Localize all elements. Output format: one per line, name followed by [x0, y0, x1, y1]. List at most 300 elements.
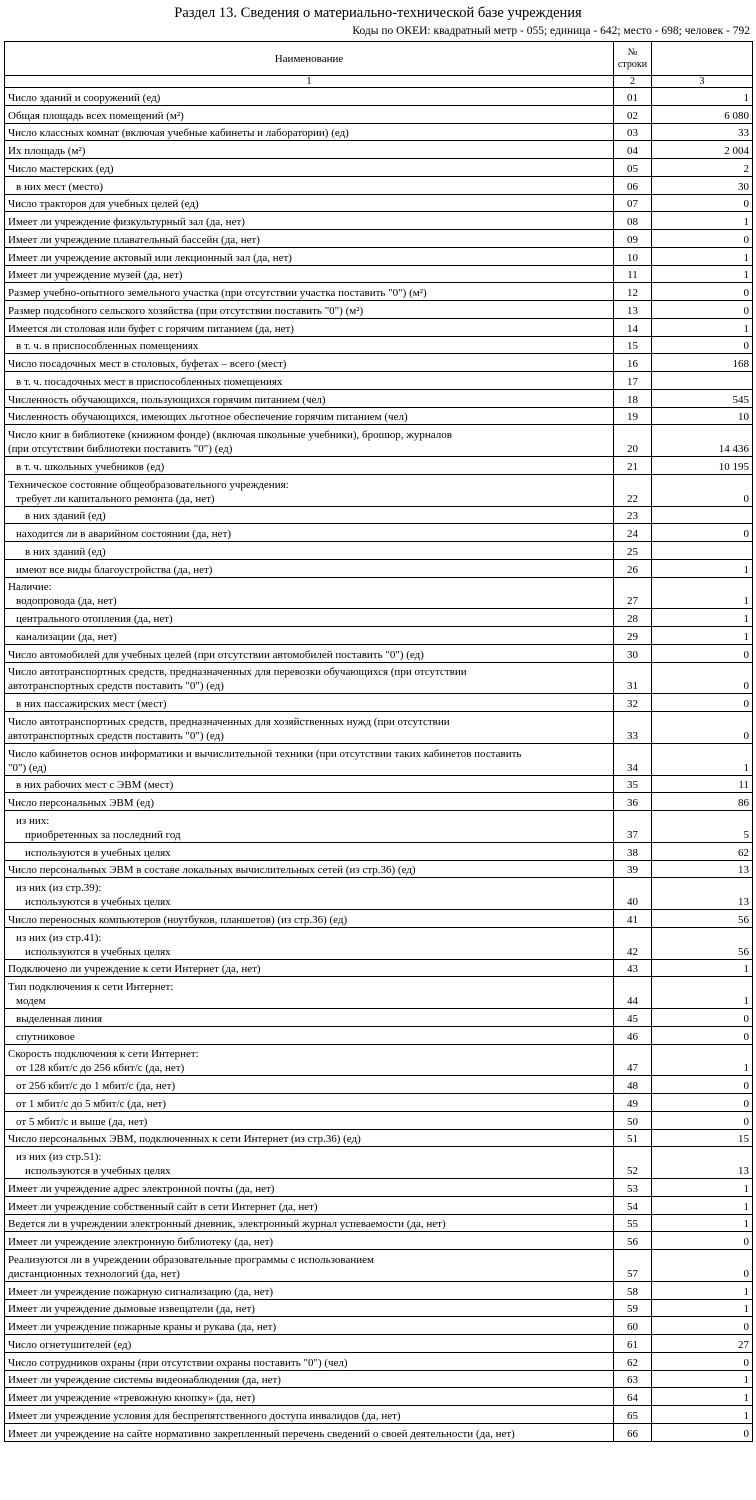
row-value: 27 [652, 1335, 753, 1353]
row-name [5, 860, 614, 878]
row-value: 1 [652, 247, 753, 265]
table-row [5, 1317, 753, 1335]
row-name [5, 1044, 614, 1076]
row-name [5, 506, 614, 524]
row-name-line: Имеет ли учреждение актовый или лекционный зал (да, нет) [8, 251, 292, 264]
row-name [5, 927, 614, 959]
row-value: 0 [652, 1250, 753, 1282]
row-name-line: в т. ч. в приспособленных помещениях [16, 340, 199, 353]
row-name [5, 212, 614, 230]
header-name: Наименование [5, 42, 614, 76]
row-value: 0 [652, 194, 753, 212]
row-line-number: 57 [614, 1250, 652, 1282]
row-name-line: в них рабочих мест с ЭВМ (мест) [16, 779, 174, 792]
row-line-number: 18 [614, 389, 652, 407]
row-name-line: Численность обучающихся, пользующихся горячим питанием (чел) [8, 393, 326, 406]
table-row [5, 265, 753, 283]
table-row [5, 644, 753, 662]
row-name-line: Имеет ли учреждение «тревожную кнопку» (да, нет) [8, 1392, 256, 1404]
table-row [5, 542, 753, 560]
row-name-line: Имеет ли учреждение физкультурный зал (да, нет) [8, 216, 245, 228]
row-name-line: Число посадочных мест в столовых, буфетах – всего (мест) [8, 358, 287, 370]
row-value: 0 [652, 283, 753, 301]
row-name-line: находится ли в аварийном состоянии (да, нет) [16, 528, 232, 540]
row-name-line: Имеет ли учреждение музей (да, нет) [8, 269, 183, 282]
row-name-line: центрального отопления (да, нет) [16, 613, 173, 625]
row-name-line: Число переносных компьютеров (ноутбуков, планшетов) (из стр.36) (ед) [8, 913, 348, 926]
row-value: 0 [652, 662, 753, 694]
table-row [5, 425, 753, 457]
row-name-line: Размер учебно-опытного земельного участка (при отсутствии участка поставить "0") (м²) [8, 287, 427, 299]
row-name-line: используются в учебных целях [25, 846, 171, 859]
row-name-line: канализации (да, нет) [16, 630, 117, 643]
row-name-line: Число персональных ЭВМ, подключенных к сети Интернет (из стр.36) (ед) [8, 1133, 361, 1146]
table-row [5, 1111, 753, 1129]
row-name [5, 1352, 614, 1370]
row-value: 0 [652, 301, 753, 319]
row-name-line: Скорость подключения к сети Интернет: [8, 1048, 199, 1061]
table-row [5, 88, 753, 106]
row-name-line: Имеется ли столовая или буфет с горячим питанием (да, нет) [8, 322, 294, 335]
row-name [5, 88, 614, 106]
row-line-number: 28 [614, 609, 652, 627]
row-line-number: 37 [614, 811, 652, 843]
table-row [5, 1076, 753, 1094]
table-row [5, 301, 753, 319]
row-name-line: в т. ч. посадочных мест в приспособленных помещениях [16, 375, 283, 388]
row-line-number: 33 [614, 712, 652, 744]
row-value: 0 [652, 474, 753, 506]
table-row [5, 662, 753, 694]
row-line-number: 47 [614, 1044, 652, 1076]
row-value: 0 [652, 336, 753, 354]
table-row [5, 878, 753, 910]
row-name [5, 644, 614, 662]
row-name [5, 559, 614, 577]
row-name [5, 1406, 614, 1424]
table-row [5, 506, 753, 524]
row-name-line: Имеет ли учреждение плавательный бассейн (да, нет) [8, 233, 260, 246]
row-name [5, 389, 614, 407]
row-line-number: 21 [614, 457, 652, 475]
row-name-line: от 128 кбит/с до 256 кбит/с (да, нет) [16, 1062, 185, 1075]
row-line-number: 55 [614, 1214, 652, 1232]
row-value: 15 [652, 1129, 753, 1147]
row-value: 0 [652, 1094, 753, 1112]
row-name [5, 811, 614, 843]
table-row [5, 1352, 753, 1370]
table-row [5, 1214, 753, 1232]
row-name-line: требует ли капитального ремонта (да, нет) [16, 492, 215, 505]
row-name [5, 775, 614, 793]
row-line-number: 54 [614, 1196, 652, 1214]
row-value: 545 [652, 389, 753, 407]
row-value: 2 004 [652, 141, 753, 159]
table-row [5, 212, 753, 230]
row-value: 0 [652, 1009, 753, 1027]
row-name-line: Имеет ли учреждение электронную библиотеку (да, нет) [8, 1236, 274, 1248]
row-line-number: 64 [614, 1388, 652, 1406]
row-line-number: 52 [614, 1147, 652, 1179]
row-name [5, 977, 614, 1009]
row-name-line: Число сотрудников охраны (при отсутствии охраны поставить "0") (чел) [8, 1356, 348, 1369]
col-index-1: 1 [5, 76, 614, 88]
row-name [5, 354, 614, 372]
header-line-no: № строки [614, 42, 652, 76]
row-name-line: Имеет ли учреждение условия для беспрепятственного доступа инвалидов (да, нет) [8, 1409, 401, 1422]
row-name-line: Размер подсобного сельского хозяйства (при отсутствии поставить "0") (м²) [8, 304, 364, 317]
row-line-number: 31 [614, 662, 652, 694]
row-value: 1 [652, 1388, 753, 1406]
row-name-line: Число автотранспортных средств, предназначенных для перевозки обучающихся (при отсутствии [8, 666, 467, 679]
row-name [5, 1009, 614, 1027]
row-name [5, 230, 614, 248]
row-value: 6 080 [652, 105, 753, 123]
table-row [5, 407, 753, 425]
table-body [5, 42, 753, 1442]
row-line-number: 48 [614, 1076, 652, 1094]
row-line-number: 41 [614, 910, 652, 928]
table-row [5, 1335, 753, 1353]
row-value: 1 [652, 1196, 753, 1214]
table-row [5, 1232, 753, 1250]
table-row [5, 1179, 753, 1197]
row-value: 13 [652, 878, 753, 910]
table-row [5, 927, 753, 959]
row-value: 1 [652, 1179, 753, 1197]
row-value: 62 [652, 842, 753, 860]
row-name-line: от 256 кбит/с до 1 мбит/с (да, нет) [16, 1080, 176, 1092]
table-row [5, 1299, 753, 1317]
header-value [652, 42, 753, 76]
row-name-line: Наличие: [8, 581, 52, 594]
row-name [5, 1299, 614, 1317]
row-value: 1 [652, 1370, 753, 1388]
row-value: 1 [652, 1281, 753, 1299]
row-name [5, 407, 614, 425]
row-name-line: Число книг в библиотеке (книжном фонде) (включая школьные учебники), брошюр, журналов [8, 429, 452, 441]
row-value: 11 [652, 775, 753, 793]
row-line-number: 42 [614, 927, 652, 959]
row-value: 0 [652, 644, 753, 662]
table-row [5, 1147, 753, 1179]
row-name [5, 1094, 614, 1112]
row-name-line: имеют все виды благоустройства (да, нет) [16, 563, 213, 576]
row-name-line: Имеет ли учреждение пожарную сигнализацию (да, нет) [8, 1285, 274, 1298]
row-name-line: Число автотранспортных средств, предназначенных для хозяйственных нужд (при отсутствии [8, 715, 450, 728]
table-row [5, 389, 753, 407]
row-name-line: водопровода (да, нет) [16, 595, 117, 608]
row-line-number: 40 [614, 878, 652, 910]
row-value [652, 372, 753, 390]
row-line-number: 58 [614, 1281, 652, 1299]
row-line-number: 30 [614, 644, 652, 662]
table-row [5, 1026, 753, 1044]
row-line-number: 06 [614, 176, 652, 194]
table-row [5, 123, 753, 141]
row-name-line: модем [16, 995, 46, 1007]
row-value [652, 542, 753, 560]
row-line-number: 02 [614, 105, 652, 123]
row-name [5, 1214, 614, 1232]
row-name-line: Число мастерских (ед) [8, 162, 114, 175]
row-name-line: Общая площадь всех помещений (м²) [8, 109, 184, 122]
row-line-number: 49 [614, 1094, 652, 1112]
row-name-line: Имеет ли учреждение системы видеонаблюдения (да, нет) [8, 1374, 281, 1387]
row-name [5, 743, 614, 775]
row-name-line: Имеет ли учреждение на сайте нормативно закрепленный перечень сведений о своей деятельности (да, нет) [8, 1427, 515, 1440]
row-line-number: 39 [614, 860, 652, 878]
row-value: 0 [652, 712, 753, 744]
row-name-line: из них (из стр.41): [16, 931, 102, 944]
row-name [5, 194, 614, 212]
row-name [5, 577, 614, 609]
row-line-number: 50 [614, 1111, 652, 1129]
table-row [5, 712, 753, 744]
row-name [5, 1317, 614, 1335]
table-row [5, 1094, 753, 1112]
row-name [5, 247, 614, 265]
row-value: 13 [652, 1147, 753, 1179]
table-row [5, 1423, 753, 1441]
table-row [5, 230, 753, 248]
row-name-line: из них: [16, 814, 50, 827]
row-name-line: из них (из стр.39): [16, 882, 102, 894]
table-row [5, 372, 753, 390]
row-name [5, 1232, 614, 1250]
row-line-number: 43 [614, 959, 652, 977]
row-name [5, 878, 614, 910]
table-row [5, 354, 753, 372]
table-row [5, 577, 753, 609]
row-name-line: в них зданий (ед) [25, 545, 106, 558]
row-name [5, 1076, 614, 1094]
table-row [5, 743, 753, 775]
table-row [5, 860, 753, 878]
row-line-number: 11 [614, 265, 652, 283]
row-value: 30 [652, 176, 753, 194]
row-line-number: 20 [614, 425, 652, 457]
row-line-number: 35 [614, 775, 652, 793]
row-value: 0 [652, 1026, 753, 1044]
row-name [5, 1335, 614, 1353]
row-name [5, 1026, 614, 1044]
row-name [5, 1196, 614, 1214]
row-line-number: 32 [614, 694, 652, 712]
row-line-number: 24 [614, 524, 652, 542]
row-name [5, 301, 614, 319]
row-name [5, 123, 614, 141]
row-value: 0 [652, 1317, 753, 1335]
row-name [5, 372, 614, 390]
row-line-number: 07 [614, 194, 652, 212]
table-row [5, 1009, 753, 1027]
row-value: 2 [652, 159, 753, 177]
table-row [5, 1281, 753, 1299]
table-row [5, 811, 753, 843]
row-value: 10 195 [652, 457, 753, 475]
row-value: 0 [652, 1076, 753, 1094]
row-value: 0 [652, 694, 753, 712]
row-value: 0 [652, 1111, 753, 1129]
row-line-number: 66 [614, 1423, 652, 1441]
row-value: 1 [652, 559, 753, 577]
row-value: 1 [652, 609, 753, 627]
row-name-line: в них пассажирских мест (мест) [16, 698, 167, 710]
row-line-number: 04 [614, 141, 652, 159]
row-name [5, 842, 614, 860]
row-value: 1 [652, 1406, 753, 1424]
row-name-line: Численность обучающихся, имеющих льготное обеспечение горячим питанием (чел) [8, 411, 408, 424]
row-line-number: 23 [614, 506, 652, 524]
row-name-line: Число персональных ЭВМ (ед) [8, 797, 154, 809]
row-line-number: 46 [614, 1026, 652, 1044]
row-name-line: в них зданий (ед) [25, 510, 106, 523]
row-name-line: в них мест (место) [16, 180, 104, 193]
row-line-number: 36 [614, 793, 652, 811]
row-value: 1 [652, 265, 753, 283]
row-line-number: 16 [614, 354, 652, 372]
row-line-number: 38 [614, 842, 652, 860]
row-name [5, 425, 614, 457]
row-value: 0 [652, 524, 753, 542]
row-name-line: Число кабинетов основ информатики и вычислительной техники (при отсутствии таких кабинетов поставить [8, 747, 522, 760]
row-name [5, 910, 614, 928]
row-line-number: 01 [614, 88, 652, 106]
row-value: 13 [652, 860, 753, 878]
row-value: 14 436 [652, 425, 753, 457]
row-name [5, 627, 614, 645]
table-row [5, 283, 753, 301]
row-line-number: 61 [614, 1335, 652, 1353]
row-value: 56 [652, 927, 753, 959]
col-index-2: 2 [614, 76, 652, 88]
table-row [5, 977, 753, 1009]
row-name-line: используются в учебных целях [25, 1165, 171, 1177]
row-name [5, 1129, 614, 1147]
col-index-3: 3 [652, 76, 753, 88]
row-name-line: Их площадь (м²) [8, 145, 86, 157]
row-line-number: 25 [614, 542, 652, 560]
table-row [5, 793, 753, 811]
row-name-line: Тип подключения к сети Интернет: [8, 981, 174, 993]
okei-codes: Коды по ОКЕИ: квадратный метр - 055; единица - 642; место - 698; человек - 792 [352, 25, 750, 37]
row-line-number: 05 [614, 159, 652, 177]
row-name-line: приобретенных за последний год [25, 828, 181, 841]
row-name-line: "0") (ед) [8, 761, 47, 774]
row-name-line: в т. ч. школьных учебников (ед) [16, 460, 165, 473]
row-name [5, 1250, 614, 1282]
row-name [5, 474, 614, 506]
row-name-line: Подключено ли учреждение к сети Интернет (да, нет) [8, 963, 261, 976]
row-name [5, 176, 614, 194]
row-value: 56 [652, 910, 753, 928]
row-line-number: 29 [614, 627, 652, 645]
row-name-line: Число тракторов для учебных целей (ед) [8, 198, 199, 211]
row-value: 1 [652, 959, 753, 977]
row-line-number: 60 [614, 1317, 652, 1335]
row-name [5, 1179, 614, 1197]
row-value: 5 [652, 811, 753, 843]
table-row [5, 1406, 753, 1424]
table-row [5, 1129, 753, 1147]
row-name-line: Ведется ли в учреждении электронный дневник, электронный журнал успеваемости (да, нет) [8, 1218, 446, 1231]
row-name-line: Реализуются ли в учреждении образовательные программы с использованием [8, 1253, 374, 1266]
row-name-line: от 5 мбит/с и выше (да, нет) [16, 1115, 148, 1128]
table-row [5, 1370, 753, 1388]
table-row [5, 694, 753, 712]
row-value [652, 506, 753, 524]
table-row [5, 159, 753, 177]
row-value: 1 [652, 627, 753, 645]
table-row [5, 1196, 753, 1214]
row-value: 33 [652, 123, 753, 141]
row-value: 0 [652, 230, 753, 248]
row-name [5, 141, 614, 159]
table-row [5, 559, 753, 577]
row-name-line: Имеет ли учреждение пожарные краны и рукава (да, нет) [8, 1321, 277, 1333]
table-row [5, 1250, 753, 1282]
table-row [5, 524, 753, 542]
row-name [5, 105, 614, 123]
row-name-line: Имеет ли учреждение адрес электронной почты (да, нет) [8, 1182, 275, 1195]
row-value: 168 [652, 354, 753, 372]
row-value: 1 [652, 212, 753, 230]
row-value: 86 [652, 793, 753, 811]
row-name [5, 318, 614, 336]
row-line-number: 15 [614, 336, 652, 354]
row-line-number: 08 [614, 212, 652, 230]
row-value: 1 [652, 88, 753, 106]
table-row [5, 775, 753, 793]
header-row [5, 42, 753, 76]
row-name-line: автотранспортных средств поставить "0") (ед) [8, 729, 224, 742]
row-line-number: 10 [614, 247, 652, 265]
row-line-number: 34 [614, 743, 652, 775]
table-row [5, 141, 753, 159]
row-name [5, 793, 614, 811]
row-name-line: Число автомобилей для учебных целей (при отсутствии автомобилей поставить "0") (ед) [8, 648, 424, 661]
row-name-line: спутниковое [16, 1030, 75, 1043]
row-name [5, 1388, 614, 1406]
row-name-line: Число зданий и сооружений (ед) [8, 91, 161, 104]
table-row [5, 959, 753, 977]
row-name [5, 1370, 614, 1388]
row-name-line: используются в учебных целях [25, 945, 171, 958]
row-value: 1 [652, 1299, 753, 1317]
row-line-number: 13 [614, 301, 652, 319]
table-row [5, 247, 753, 265]
row-name-line: Имеет ли учреждение дымовые извещатели (да, нет) [8, 1303, 255, 1316]
row-name [5, 1147, 614, 1179]
material-base-table [4, 41, 753, 1442]
row-name [5, 609, 614, 627]
table-row [5, 105, 753, 123]
row-name [5, 1281, 614, 1299]
table-row [5, 194, 753, 212]
row-name [5, 959, 614, 977]
row-name [5, 336, 614, 354]
row-line-number: 56 [614, 1232, 652, 1250]
row-name [5, 159, 614, 177]
row-line-number: 45 [614, 1009, 652, 1027]
row-line-number: 19 [614, 407, 652, 425]
row-name-line: Техническое состояние общеобразовательного учреждения: [8, 478, 289, 491]
row-line-number: 22 [614, 474, 652, 506]
row-value: 1 [652, 1214, 753, 1232]
table-row [5, 627, 753, 645]
row-value: 0 [652, 1232, 753, 1250]
